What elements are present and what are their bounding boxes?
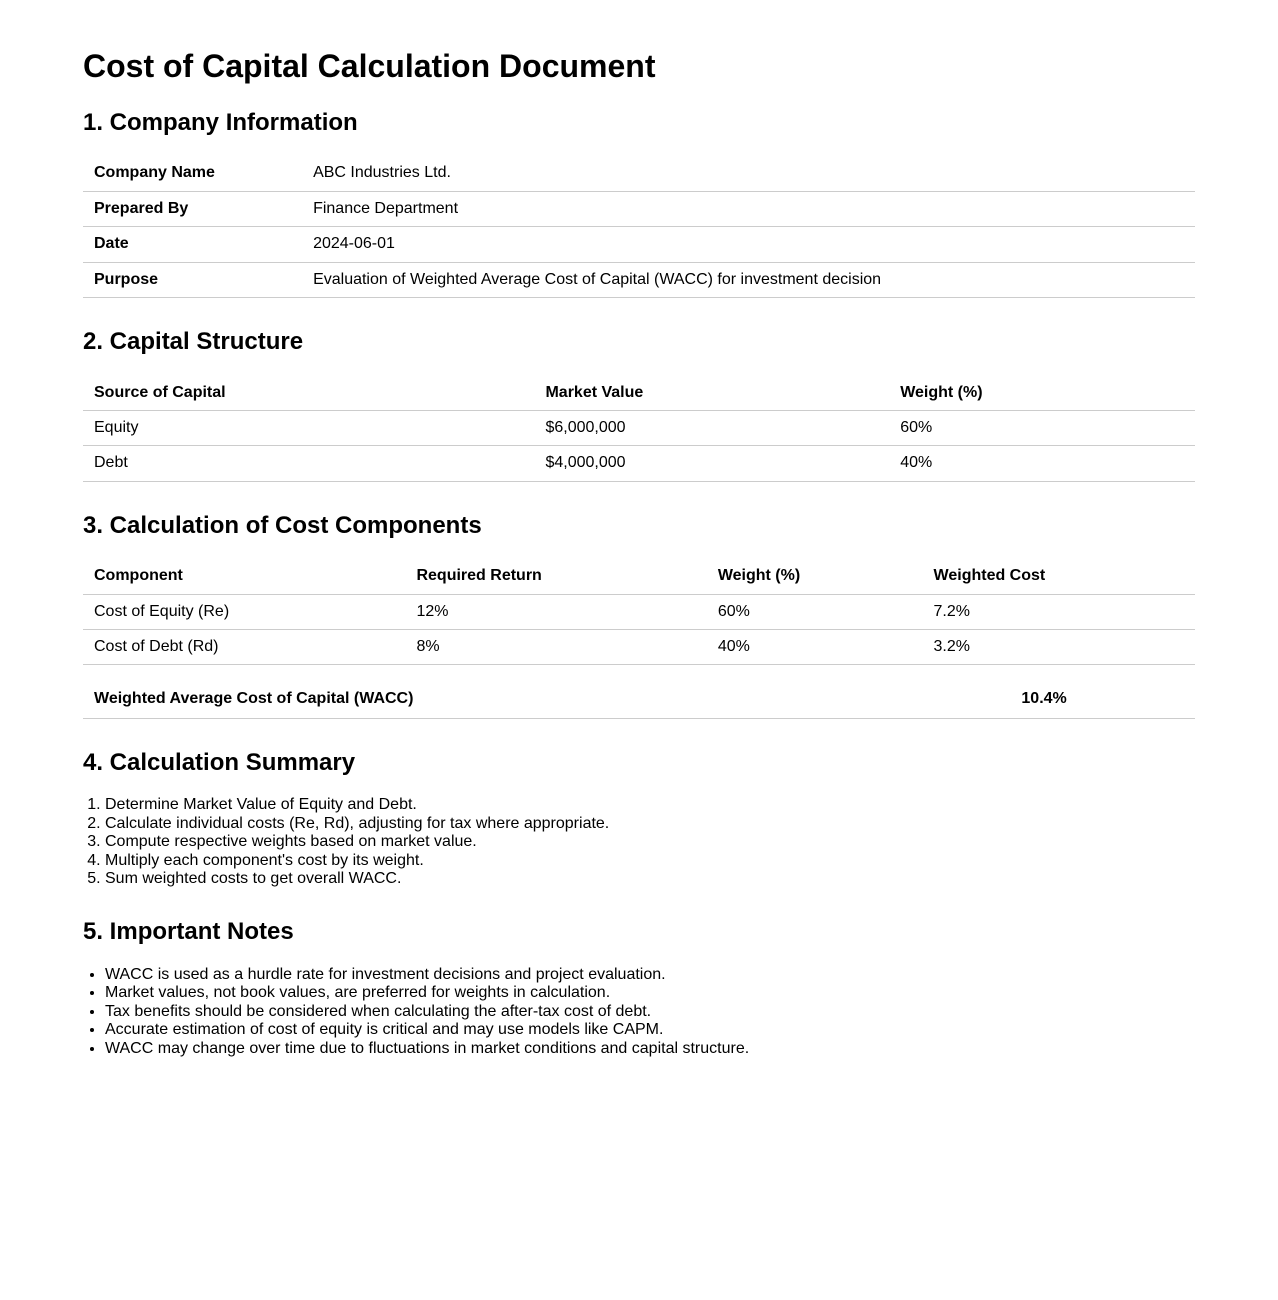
summary-step: 3. Compute respective weights based on market value. — [105, 833, 1195, 851]
weight-cell: 60% — [889, 410, 1195, 445]
row-value: ABC Industries Ltd. — [302, 156, 1195, 191]
section-cost-components — [83, 512, 1195, 719]
cost-components-heading: 3. Calculation of Cost Components — [83, 511, 482, 539]
table-header-row — [83, 376, 1195, 411]
note-item: • Accurate estimation of cost of equity is critical and may use models like CAPM. — [105, 1021, 1195, 1039]
row-value: Evaluation of Weighted Average Cost of Capital (WACC) for investment decision — [302, 262, 1195, 297]
column-header: Required Return — [405, 559, 706, 594]
column-header: Component — [83, 559, 405, 594]
important-notes-list — [83, 966, 1195, 1058]
row-value: Finance Department — [302, 191, 1195, 226]
required-return-cell: 12% — [405, 594, 706, 629]
row-label: Company Name — [83, 156, 302, 191]
summary-step: 1. Determine Market Value of Equity and Debt. — [105, 796, 1195, 814]
wacc-total-row — [83, 665, 1195, 718]
table-row — [83, 156, 1195, 191]
column-header: Weighted Cost — [923, 559, 1195, 594]
important-notes-heading: 5. Important Notes — [83, 918, 294, 946]
table-row — [83, 262, 1195, 297]
column-header: Weight (%) — [889, 376, 1195, 411]
table-row — [83, 594, 1195, 629]
component-cell: Cost of Debt (Rd) — [83, 630, 405, 665]
required-return-cell: 8% — [405, 630, 706, 665]
note-item: • WACC is used as a hurdle rate for investment decisions and project evaluation. — [105, 966, 1195, 984]
summary-step: 2. Calculate individual costs (Re, Rd), adjusting for tax where appropriate. — [105, 815, 1195, 833]
note-item: • Tax benefits should be considered when calculating the after-tax cost of debt. — [105, 1003, 1195, 1021]
document-title: Cost of Capital Calculation Document — [83, 48, 656, 84]
column-header: Source of Capital — [83, 376, 534, 411]
summary-step: 4. Multiply each component's cost by its weight. — [105, 852, 1195, 870]
capital-structure-heading: 2. Capital Structure — [83, 327, 304, 355]
row-value: 2024-06-01 — [302, 227, 1195, 262]
note-item: • WACC may change over time due to fluctuations in market conditions and capital structure. — [105, 1040, 1195, 1058]
component-cell: Cost of Equity (Re) — [83, 594, 405, 629]
row-label: Date — [83, 227, 302, 262]
row-label: Purpose — [83, 262, 302, 297]
company-information-table — [83, 156, 1195, 298]
section-calculation-summary — [83, 749, 1195, 889]
wacc-value: 10.4% — [1010, 665, 1195, 718]
source-cell: Equity — [83, 410, 534, 445]
wacc-label: Weighted Average Cost of Capital (WACC) — [83, 665, 1010, 718]
table-row — [83, 630, 1195, 665]
calculation-summary-heading: 4. Calculation Summary — [83, 748, 356, 776]
section-capital-structure — [83, 328, 1195, 482]
table-row — [83, 191, 1195, 226]
summary-step: 5. Sum weighted costs to get overall WACC. — [105, 870, 1195, 888]
table-header-row — [83, 559, 1195, 594]
column-header: Market Value — [534, 376, 889, 411]
section-company-information — [83, 109, 1195, 298]
company-information-heading: 1. Company Information — [83, 108, 358, 136]
table-row — [83, 410, 1195, 445]
capital-structure-table — [83, 376, 1195, 482]
cost-components-table — [83, 559, 1195, 665]
weight-cell: 40% — [889, 446, 1195, 481]
table-row — [83, 227, 1195, 262]
column-header: Weight (%) — [707, 559, 923, 594]
source-cell: Debt — [83, 446, 534, 481]
weighted-cost-cell: 7.2% — [923, 594, 1195, 629]
calculation-steps-list — [83, 796, 1195, 888]
market-value-cell: $6,000,000 — [534, 410, 889, 445]
wacc-total-table — [83, 665, 1195, 718]
table-row — [83, 446, 1195, 481]
weight-cell: 60% — [707, 594, 923, 629]
weight-cell: 40% — [707, 630, 923, 665]
weighted-cost-cell: 3.2% — [923, 630, 1195, 665]
row-label: Prepared By — [83, 191, 302, 226]
document-page — [83, 48, 1195, 1058]
note-item: • Market values, not book values, are preferred for weights in calculation. — [105, 984, 1195, 1002]
section-important-notes — [83, 918, 1195, 1058]
market-value-cell: $4,000,000 — [534, 446, 889, 481]
